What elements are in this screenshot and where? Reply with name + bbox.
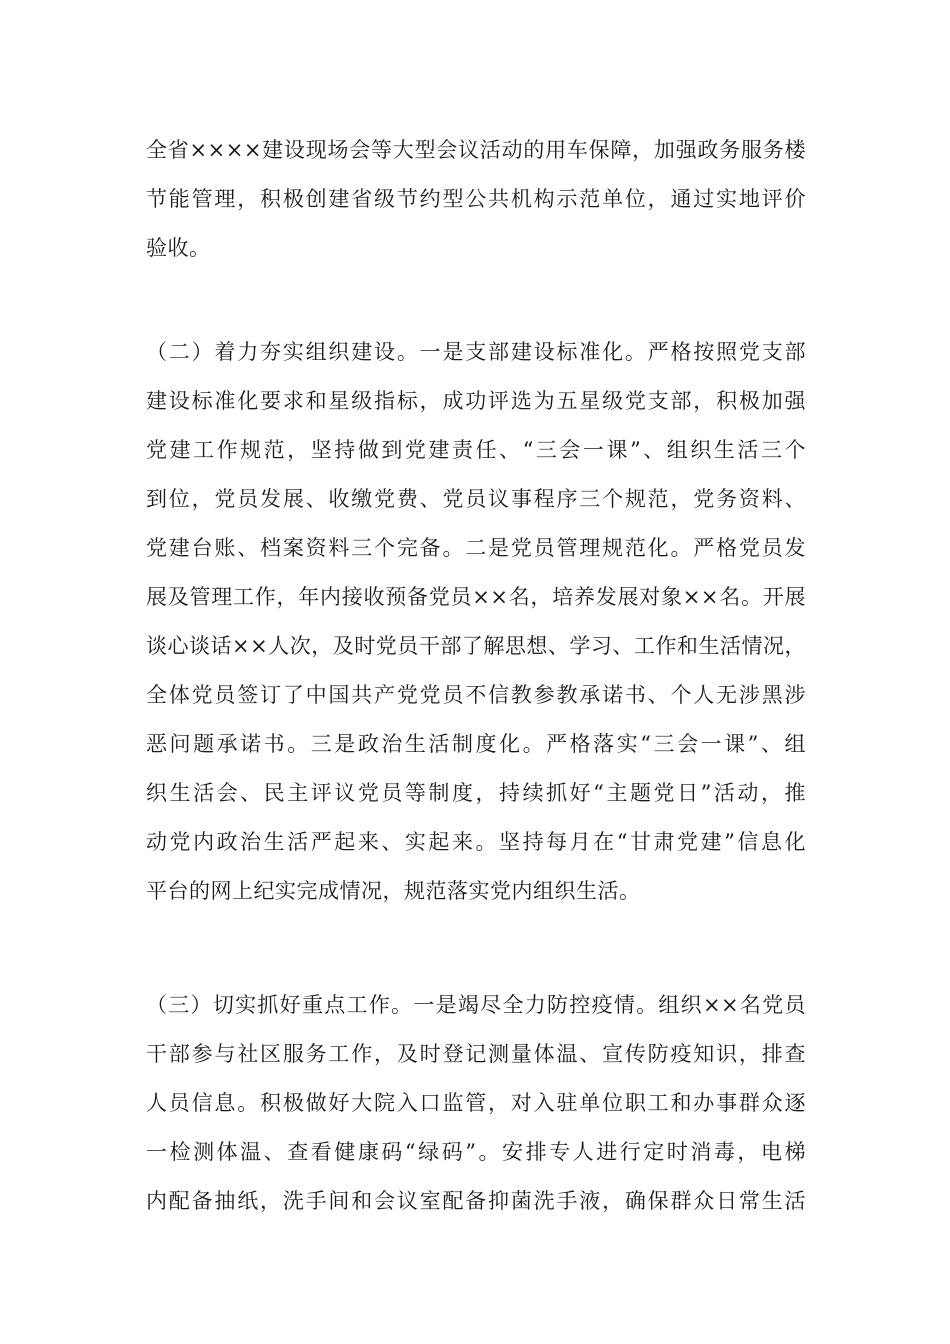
paragraph-line: 谈心谈话××人次，及时党员干部了解思想、学习、工作和生活情况， <box>146 634 806 658</box>
paragraph-line: 党建工作规范，坚持做到党建责任、“三会一课”、组织生活三个 <box>146 438 806 462</box>
paragraph-line: 验收。 <box>146 236 211 260</box>
paragraph-vehicle-energy <box>146 126 806 273</box>
paragraph-line: （三）切实抓好重点工作。一是竭尽全力防控疫情。组织××名党员 <box>146 993 806 1017</box>
paragraph-line: 展及管理工作，年内接收预备党员××名，培养发展对象××名。开展 <box>146 585 806 609</box>
paragraph-organization-building <box>146 328 806 916</box>
paragraph-line: 内配备抽纸，洗手间和会议室配备抑菌洗手液，确保群众日常生活 <box>146 1189 806 1213</box>
paragraph-line: 节能管理，积极创建省级节约型公共机构示范单位，通过实地评价 <box>146 187 806 211</box>
paragraph-key-work <box>146 981 806 1226</box>
paragraph-line: 平台的网上纪实完成情况，规范落实党内组织生活。 <box>146 879 641 903</box>
paragraph-line: （二）着力夯实组织建设。一是支部建设标准化。严格按照党支部 <box>146 340 806 364</box>
paragraph-line: 干部参与社区服务工作，及时登记测量体温、宣传防疫知识，排查 <box>146 1042 806 1066</box>
paragraph-line: 动党内政治生活严起来、实起来。坚持每月在“甘肃党建”信息化 <box>146 830 806 854</box>
paragraph-line: 到位，党员发展、收缴党费、党员议事程序三个规范，党务资料、 <box>146 487 806 511</box>
paragraph-line: 党建台账、档案资料三个完备。二是党员管理规范化。严格党员发 <box>146 536 806 560</box>
paragraph-line: 全体党员签订了中国共产党党员不信教参教承诺书、个人无涉黑涉 <box>146 683 806 707</box>
paragraph-line: 一检测体温、查看健康码“绿码”。安排专人进行定时消毒，电梯 <box>146 1140 806 1164</box>
paragraph-line: 人员信息。积极做好大院入口监管，对入驻单位职工和办事群众逐 <box>146 1091 806 1115</box>
paragraph-line: 恶问题承诺书。三是政治生活制度化。严格落实“三会一课”、组 <box>146 732 806 756</box>
paragraph-line: 全省××××建设现场会等大型会议活动的用车保障，加强政务服务楼 <box>146 138 806 162</box>
paragraph-line: 织生活会、民主评议党员等制度，持续抓好“主题党日”活动，推 <box>146 781 806 805</box>
paragraph-line: 建设标准化要求和星级指标，成功评选为五星级党支部，积极加强 <box>146 389 806 413</box>
